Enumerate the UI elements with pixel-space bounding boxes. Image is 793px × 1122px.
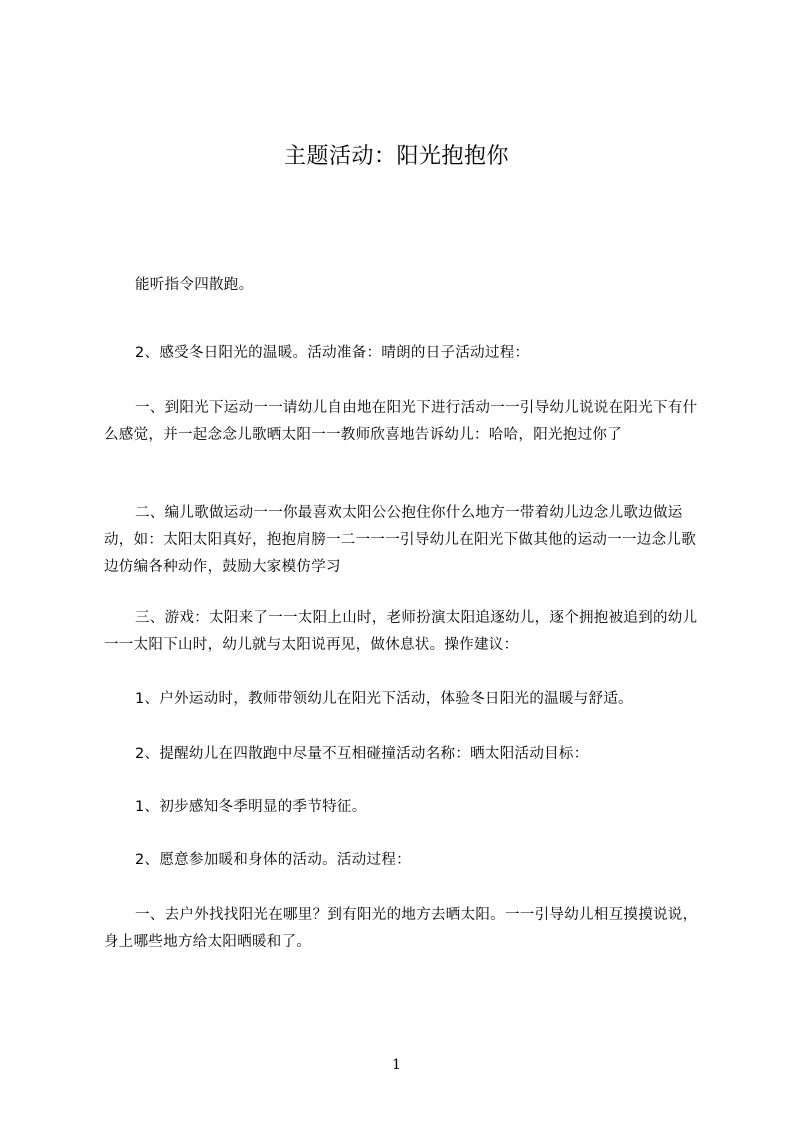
paragraph-3: 一、到阳光下运动一一请幼儿自由地在阳光下进行活动一一引导幼儿说说在阳光下有什么感觉，并一起念念儿歌晒太阳一一教师欣喜地告诉幼儿：哈哈，阳光抱过你了 (104, 400, 698, 443)
paragraph-8: 1、初步感知冬季明显的季节特征。 (135, 799, 367, 815)
paragraph-1: 能听指令四散跑。 (135, 277, 254, 293)
paragraph-9: 2、愿意参加暖和身体的活动。活动过程： (135, 852, 411, 868)
document-title: 主题活动：阳光抱抱你 (283, 144, 509, 169)
paragraph-6: 1、户外运动时，教师带领幼儿在阳光下活动，体验冬日阳光的温暖与舒适。 (135, 691, 633, 707)
paragraph-2: 2、感受冬日阳光的温暖。活动准备：晴朗的日子活动过程： (135, 345, 530, 361)
paragraph-4: 二、编儿歌做运动一一你最喜欢太阳公公抱住你什么地方一带着幼儿边念儿歌边做运动，如：太阳太阳真好，抱抱肩膀一二一一一引导幼儿在阳光下做其他的运动一一边念儿歌边仿编各种动作，鼓励大家模仿学习 (104, 505, 696, 575)
page-number: 1 (392, 1057, 401, 1073)
paragraph-5: 三、游戏：太阳来了一一太阳上山时，老师扮演太阳追逐幼儿，逐个拥抱被追到的幼儿一一太阳下山时，幼儿就与太阳说再见，做休息状。操作建议： (104, 610, 698, 653)
paragraph-7: 2、提醒幼儿在四散跑中尽量不互相碰撞活动名称：晒太阳活动目标： (135, 746, 589, 762)
paragraph-10: 一、去户外找找阳光在哪里？到有阳光的地方去晒太阳。一一引导幼儿相互摸摸说说，身上哪些地方给太阳晒暖和了。 (104, 907, 698, 950)
